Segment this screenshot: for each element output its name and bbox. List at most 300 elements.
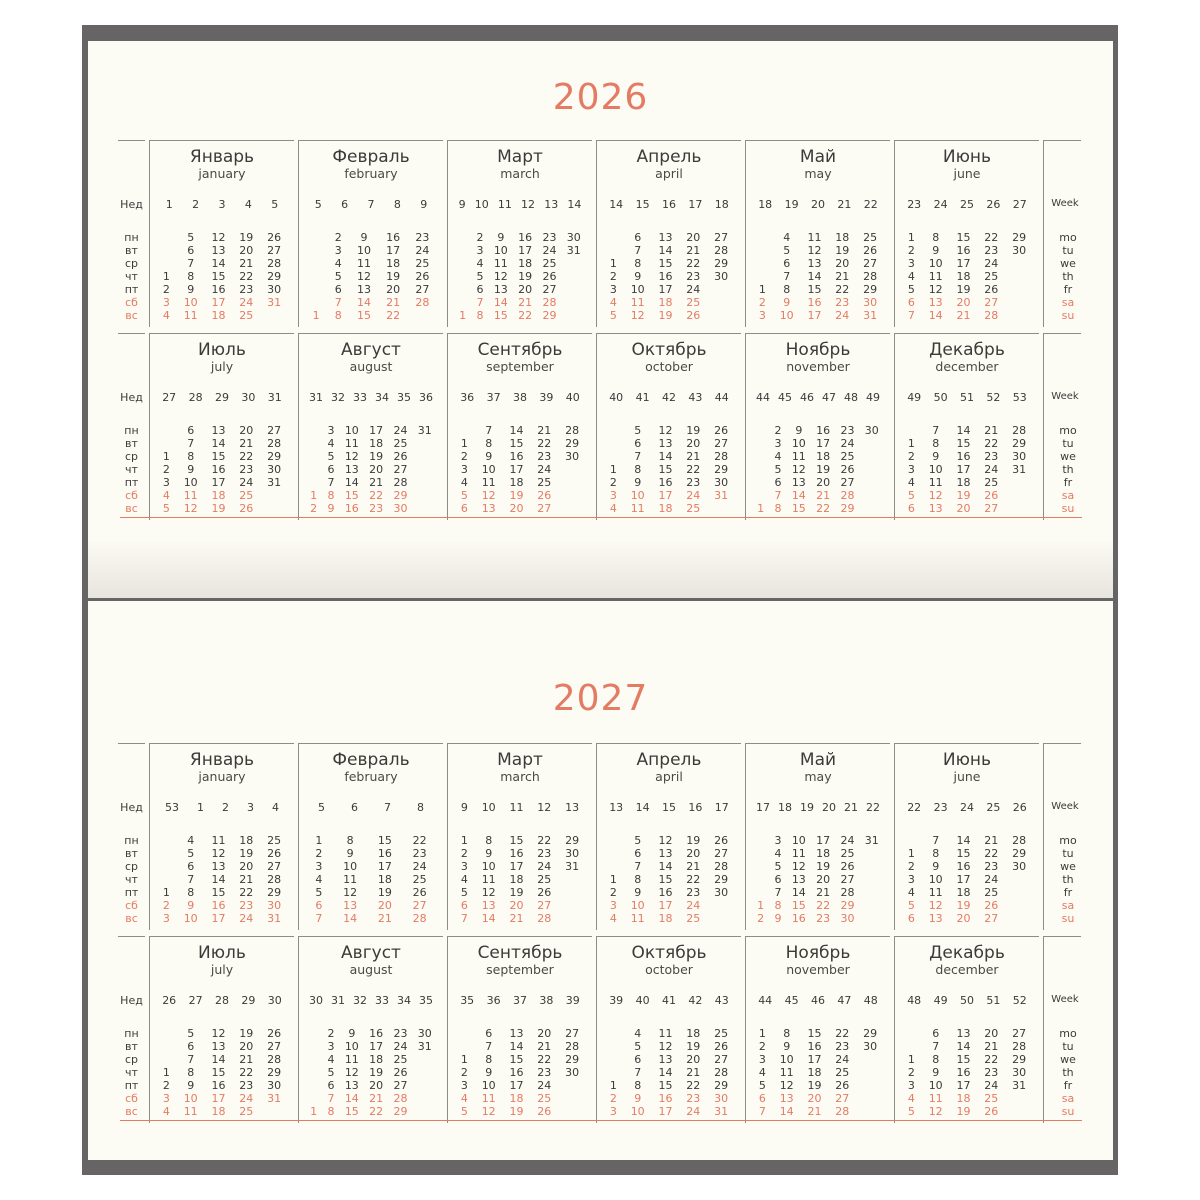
day-cell: 25	[714, 1027, 729, 1040]
month-top-rule	[299, 333, 443, 334]
day-cell: 21	[537, 1040, 552, 1053]
week-numbers	[752, 391, 884, 404]
month-name-en: september	[486, 359, 554, 374]
day-cell: 23	[816, 912, 831, 925]
day-cell: 28	[1012, 1040, 1027, 1053]
week-number: 15	[661, 801, 676, 814]
day-cell: 7	[476, 296, 484, 309]
weekday-label-en: sa	[1061, 1092, 1075, 1105]
day-cell: 25	[840, 450, 855, 463]
week-column	[686, 834, 700, 925]
day-cell: 4	[162, 309, 170, 322]
day-cell: 7	[485, 424, 493, 437]
week-numbers	[454, 391, 586, 404]
week-column	[610, 1027, 617, 1118]
month-name: Октябрь	[631, 943, 707, 963]
day-cell: 5	[315, 886, 323, 899]
day-cell: 22	[835, 283, 850, 296]
week-column	[542, 231, 556, 322]
week-column	[984, 231, 998, 322]
week-number: 12	[537, 801, 552, 814]
day-cell: 16	[369, 1027, 384, 1040]
day-cell: 20	[816, 476, 831, 489]
weekday-label: вт	[125, 244, 138, 257]
day-cell: 11	[481, 476, 496, 489]
day-cell: 17	[369, 424, 384, 437]
day-cell: 30	[840, 912, 855, 925]
day-cell: 28	[1012, 834, 1027, 847]
month-top-rule	[597, 333, 741, 334]
day-cell: 4	[327, 1053, 335, 1066]
day-cell: 6	[485, 1027, 493, 1040]
day-cell: 20	[239, 1040, 254, 1053]
week-number: 43	[714, 994, 729, 1007]
day-cell: 17	[509, 1079, 524, 1092]
week-column	[956, 231, 970, 322]
day-cell: 13	[928, 502, 943, 515]
weekday-label-en: fr	[1063, 283, 1073, 296]
week-number-label: Нед	[120, 198, 143, 211]
day-cell: 14	[211, 257, 226, 270]
day-cell: 2	[907, 450, 915, 463]
week-number: 53	[165, 801, 179, 814]
month-top-rule	[746, 936, 890, 937]
month-name-en: january	[198, 166, 246, 181]
day-cell: 5	[327, 1066, 335, 1079]
day-cell: 27	[537, 502, 552, 515]
month-name-en: august	[349, 962, 393, 977]
day-cell: 22	[816, 899, 831, 912]
day-cell: 29	[714, 1079, 729, 1092]
day-cell: 8	[187, 1066, 195, 1079]
weekday-label-en: we	[1060, 257, 1076, 270]
day-cell: 19	[956, 899, 971, 912]
month-block-november	[745, 936, 890, 1123]
day-cell: 31	[565, 860, 580, 873]
week-column	[537, 424, 551, 515]
week-numbers	[305, 391, 437, 404]
week-number: 11	[509, 801, 524, 814]
day-cell: 7	[460, 912, 468, 925]
day-cell: 19	[686, 1040, 701, 1053]
day-cell: 18	[835, 231, 850, 244]
day-cell: 26	[393, 1066, 408, 1079]
week-number: 40	[609, 391, 624, 404]
day-cell: 21	[239, 257, 254, 270]
day-cell: 29	[393, 1105, 408, 1118]
month-name: Март	[497, 147, 543, 167]
week-column-border	[1043, 333, 1044, 520]
bottom-accent-rule	[120, 1120, 1082, 1121]
day-cell: 22	[239, 450, 254, 463]
month-name-en: july	[210, 962, 234, 977]
day-cell: 27	[714, 1053, 729, 1066]
weekday-label: вс	[125, 502, 138, 515]
week-number: 26	[162, 994, 177, 1007]
day-cell: 28	[835, 1105, 850, 1118]
day-cell: 31	[267, 1092, 282, 1105]
week-number: 6	[351, 801, 358, 814]
week-number: 39	[565, 994, 580, 1007]
day-cell: 12	[779, 1079, 794, 1092]
week-column	[984, 424, 998, 515]
week-number: 3	[247, 801, 254, 814]
day-cell: 21	[509, 912, 524, 925]
day-cell: 23	[686, 886, 701, 899]
week-column	[792, 424, 806, 515]
weekday-label: вт	[125, 437, 138, 450]
month-top-rule	[895, 743, 1039, 744]
day-cell: 27	[714, 847, 729, 860]
day-cell: 6	[758, 1092, 766, 1105]
day-cell: 17	[658, 899, 673, 912]
day-cell: 5	[460, 886, 468, 899]
day-cell: 26	[537, 1105, 552, 1118]
day-grid	[901, 424, 1033, 515]
weekday-label: ср	[124, 1053, 139, 1066]
day-cell: 19	[377, 886, 392, 899]
month-block-august	[298, 333, 443, 520]
day-cell: 21	[369, 476, 384, 489]
day-cell: 30	[714, 270, 729, 283]
day-cell: 29	[863, 283, 878, 296]
day-cell: 14	[509, 424, 524, 437]
day-cell: 8	[932, 437, 940, 450]
day-cell: 4	[907, 270, 915, 283]
day-cell: 26	[714, 1040, 729, 1053]
week-column	[816, 834, 830, 925]
day-cell: 29	[1012, 437, 1027, 450]
day-cell: 7	[774, 489, 782, 502]
day-cell: 14	[791, 886, 806, 899]
day-cell: 5	[162, 502, 170, 515]
day-grid	[752, 424, 884, 515]
day-cell: 18	[658, 502, 673, 515]
day-cell: 15	[956, 847, 971, 860]
day-cell: 11	[928, 270, 943, 283]
day-cell: 3	[460, 1079, 468, 1092]
week-number: 37	[512, 994, 527, 1007]
day-cell: 19	[956, 283, 971, 296]
day-cell: 30	[267, 463, 282, 476]
week-number: 51	[959, 391, 974, 404]
week-column	[567, 231, 581, 322]
day-cell: 18	[518, 257, 533, 270]
day-cell: 6	[634, 231, 642, 244]
day-cell: 16	[956, 860, 971, 873]
day-cell: 10	[343, 860, 358, 873]
day-cell: 12	[658, 424, 673, 437]
day-cell: 5	[460, 489, 468, 502]
day-cell: 8	[932, 1053, 940, 1066]
day-cell: 25	[412, 873, 427, 886]
week-number: 13	[544, 198, 559, 211]
day-cell: 12	[481, 1105, 496, 1118]
week-column	[610, 834, 617, 925]
day-cell: 3	[162, 476, 170, 489]
day-cell: 29	[267, 886, 282, 899]
month-name: Февраль	[332, 147, 410, 167]
day-cell: 18	[816, 847, 831, 860]
day-cell: 2	[460, 450, 468, 463]
day-cell: 6	[187, 1040, 195, 1053]
week-column	[774, 424, 781, 515]
day-cell: 27	[984, 502, 999, 515]
month-name: Май	[799, 750, 837, 770]
day-cell: 5	[460, 1105, 468, 1118]
day-cell: 7	[187, 437, 195, 450]
month-top-rule	[299, 140, 443, 141]
day-cell: 28	[840, 886, 855, 899]
day-cell: 19	[816, 860, 831, 873]
day-cell: 22	[984, 437, 999, 450]
week-column-border	[1043, 743, 1044, 930]
day-cell: 17	[816, 437, 831, 450]
day-cell: 12	[356, 270, 371, 283]
day-cell: 10	[630, 899, 645, 912]
month-block-september	[447, 936, 592, 1123]
day-cell: 15	[377, 834, 392, 847]
month-top-rule	[448, 743, 592, 744]
day-cell: 10	[928, 873, 943, 886]
week-number: 16	[688, 801, 703, 814]
month-name: Апрель	[636, 750, 702, 770]
day-cell: 17	[211, 476, 226, 489]
week-column	[482, 424, 496, 515]
week-column	[163, 834, 170, 925]
week-number: 19	[800, 801, 814, 814]
day-cell: 29	[714, 257, 729, 270]
day-cell: 17	[956, 257, 971, 270]
day-cell: 20	[956, 912, 971, 925]
month-name: Ноябрь	[785, 943, 851, 963]
day-cell: 21	[984, 834, 999, 847]
day-cell: 15	[658, 463, 673, 476]
week-column	[807, 1027, 821, 1118]
month-name-en: august	[349, 359, 393, 374]
day-grid	[603, 424, 735, 515]
day-cell: 17	[956, 463, 971, 476]
day-cell: 20	[377, 899, 392, 912]
day-cell: 3	[609, 899, 617, 912]
day-cell: 31	[267, 296, 282, 309]
day-cell: 3	[327, 1040, 335, 1053]
week-number: 44	[758, 994, 773, 1007]
week-column	[816, 424, 830, 515]
week-number: 50	[933, 391, 948, 404]
day-cell: 21	[239, 1053, 254, 1066]
day-cell: 23	[984, 860, 999, 873]
weekday-label: пн	[124, 424, 139, 437]
day-cell: 24	[984, 463, 999, 476]
day-cell: 3	[162, 296, 170, 309]
day-cell: 1	[609, 1079, 617, 1092]
week-column	[1012, 231, 1026, 322]
month-top-rule	[448, 140, 592, 141]
month-name-en: november	[786, 962, 850, 977]
day-cell: 9	[783, 296, 791, 309]
weekday-label: пт	[124, 476, 139, 489]
day-cell: 26	[686, 309, 701, 322]
day-cell: 4	[609, 912, 617, 925]
day-cell: 11	[344, 437, 359, 450]
day-cell: 20	[386, 283, 401, 296]
day-cell: 27	[267, 244, 282, 257]
weekday-label-en: th	[1062, 463, 1074, 476]
day-cell: 10	[356, 244, 371, 257]
week-rule	[1043, 333, 1081, 334]
day-cell: 11	[658, 1027, 673, 1040]
day-cell: 24	[984, 873, 999, 886]
day-cell: 14	[928, 309, 943, 322]
day-cell: 27	[267, 860, 282, 873]
week-number: 32	[353, 994, 367, 1007]
day-cell: 10	[928, 463, 943, 476]
day-cell: 28	[840, 489, 855, 502]
day-cell: 7	[932, 834, 940, 847]
weekday-label: сб	[125, 489, 138, 502]
day-cell: 7	[187, 873, 195, 886]
day-cell: 6	[634, 1053, 642, 1066]
day-cell: 6	[327, 463, 335, 476]
week-column	[345, 424, 359, 515]
day-cell: 6	[187, 244, 195, 257]
day-cell: 19	[369, 1066, 384, 1079]
day-cell: 23	[537, 450, 552, 463]
day-cell: 27	[393, 1079, 408, 1092]
day-cell: 26	[267, 231, 282, 244]
day-cell: 11	[183, 309, 198, 322]
day-cell: 23	[239, 1079, 254, 1092]
week-number: 25	[986, 801, 1001, 814]
day-cell: 15	[791, 502, 806, 515]
week-number-label-en: Week	[1051, 198, 1079, 209]
day-cell: 5	[634, 1040, 642, 1053]
day-cell: 1	[460, 1053, 468, 1066]
day-cell: 30	[1012, 1066, 1027, 1079]
day-cell: 18	[211, 1105, 226, 1118]
day-cell: 13	[658, 231, 673, 244]
day-grid	[305, 834, 437, 925]
day-cell: 23	[412, 847, 427, 860]
day-cell: 13	[928, 296, 943, 309]
day-cell: 25	[863, 231, 878, 244]
day-cell: 26	[267, 847, 282, 860]
day-cell: 22	[984, 1053, 999, 1066]
day-cell: 3	[476, 244, 484, 257]
day-cell: 5	[907, 899, 915, 912]
day-cell: 26	[412, 886, 427, 899]
day-cell: 29	[863, 1027, 878, 1040]
month-name: Декабрь	[929, 943, 1005, 963]
day-cell: 26	[537, 489, 552, 502]
day-cell: 24	[537, 860, 552, 873]
weekday-label: пт	[124, 283, 139, 296]
week-numbers	[305, 994, 437, 1007]
day-cell: 23	[686, 1092, 701, 1105]
month-top-rule	[746, 743, 890, 744]
week-number: 39	[609, 994, 624, 1007]
week-column	[418, 424, 432, 515]
day-cell: 28	[565, 424, 580, 437]
day-cell: 1	[758, 1027, 766, 1040]
day-cell: 18	[658, 912, 673, 925]
weekday-label: чт	[125, 463, 138, 476]
day-cell: 1	[162, 450, 170, 463]
day-cell: 13	[356, 283, 371, 296]
day-cell: 24	[686, 283, 701, 296]
day-cell: 16	[816, 424, 831, 437]
week-number: 22	[866, 801, 880, 814]
day-cell: 1	[757, 502, 765, 515]
week-column	[518, 231, 532, 322]
day-cell: 25	[686, 296, 701, 309]
day-cell: 9	[187, 463, 195, 476]
day-cell: 3	[162, 1092, 170, 1105]
day-cell: 13	[658, 847, 673, 860]
week-column	[863, 231, 877, 322]
day-cell: 10	[779, 309, 794, 322]
day-cell: 12	[211, 847, 226, 860]
weekday-label-en: mo	[1059, 834, 1077, 847]
day-cell: 13	[807, 257, 822, 270]
day-cell: 4	[774, 847, 782, 860]
day-cell: 16	[211, 1079, 226, 1092]
day-cell: 9	[327, 502, 335, 515]
day-cell: 4	[476, 257, 484, 270]
day-cell: 24	[239, 296, 254, 309]
month-block-february	[298, 140, 443, 327]
week-numbers	[901, 801, 1033, 814]
day-cell: 23	[537, 847, 552, 860]
day-cell: 1	[162, 270, 170, 283]
day-cell: 17	[369, 1040, 384, 1053]
day-cell: 30	[267, 283, 282, 296]
day-cell: 24	[542, 244, 557, 257]
week-number: 5	[318, 801, 325, 814]
week-column	[163, 1027, 170, 1118]
day-cell: 16	[658, 270, 673, 283]
day-cell: 28	[415, 296, 430, 309]
day-cell: 14	[211, 1053, 226, 1066]
day-cell: 23	[537, 1066, 552, 1079]
day-cell: 10	[344, 424, 359, 437]
day-cell: 30	[565, 847, 580, 860]
day-cell: 15	[211, 1066, 226, 1079]
day-cell: 20	[537, 1027, 552, 1040]
month-block-march	[447, 743, 592, 930]
day-cell: 24	[984, 1079, 999, 1092]
week-column	[714, 424, 728, 515]
day-cell: 21	[386, 296, 401, 309]
day-cell: 24	[984, 257, 999, 270]
week-number: 46	[810, 994, 825, 1007]
week-column	[267, 1027, 281, 1118]
day-cell: 2	[162, 899, 170, 912]
day-cell: 1	[312, 309, 320, 322]
week-number: 14	[567, 198, 582, 211]
day-cell: 9	[932, 1066, 940, 1079]
day-grid	[305, 424, 437, 515]
day-cell: 5	[907, 283, 915, 296]
day-cell: 22	[369, 489, 384, 502]
day-grid	[454, 1027, 586, 1118]
day-cell: 12	[183, 502, 198, 515]
week-column	[357, 231, 371, 322]
week-number: 27	[188, 994, 203, 1007]
day-cell: 7	[327, 1092, 335, 1105]
week-numbers	[603, 391, 735, 404]
